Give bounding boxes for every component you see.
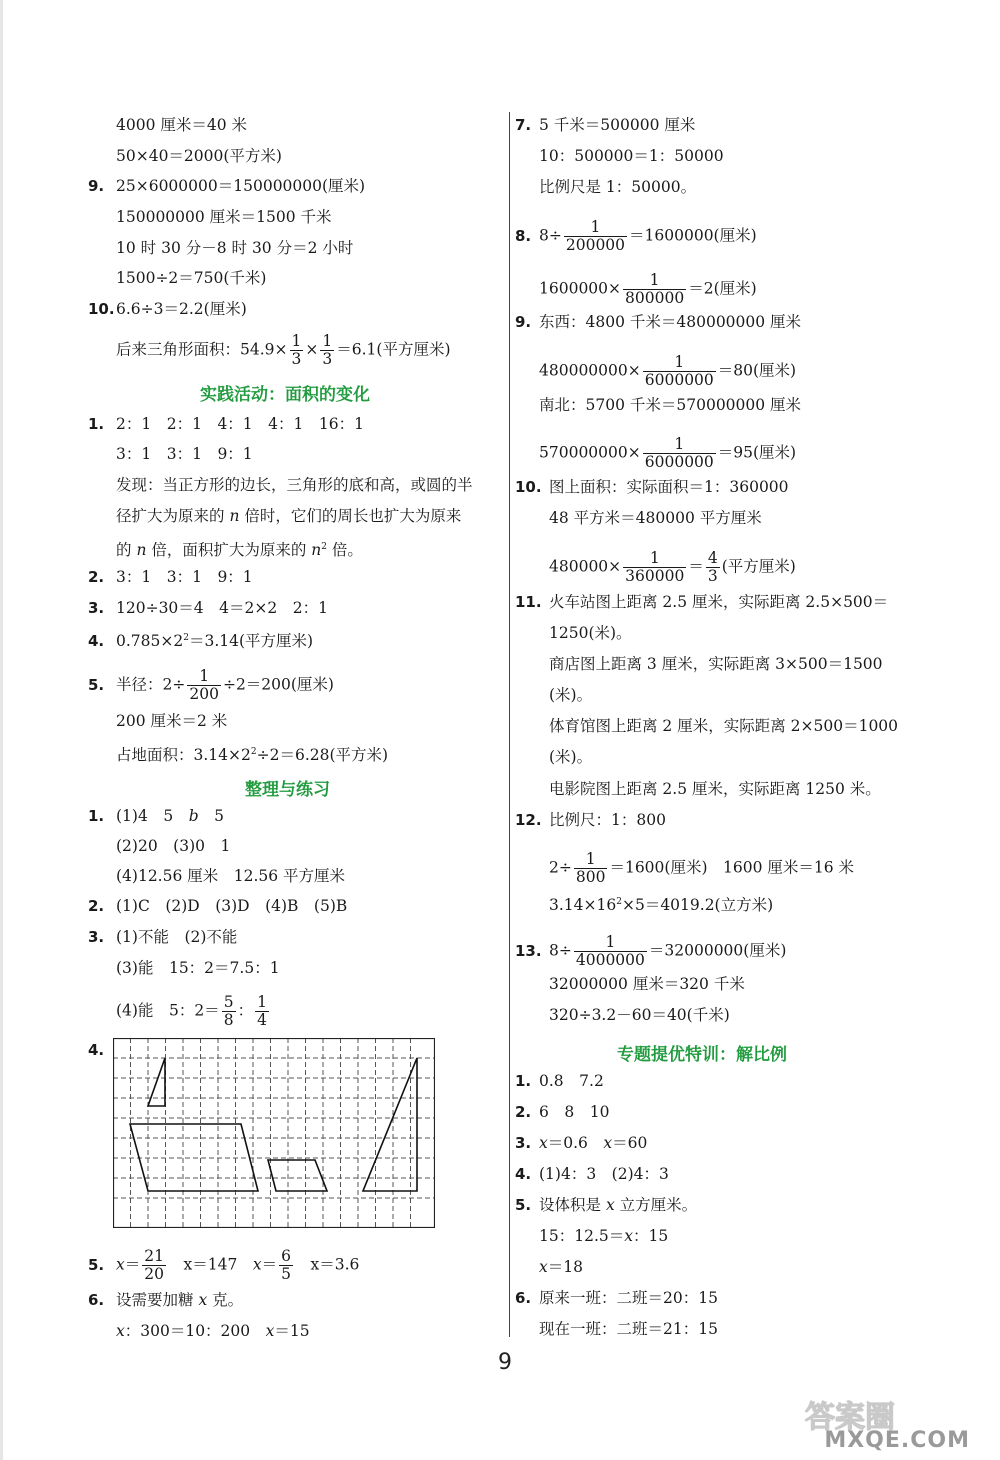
- item-number: 7.: [515, 116, 532, 134]
- answer-line: 南北：5700 千米＝570000000 厘米: [539, 396, 802, 414]
- answer-4: 4. $0.785\times 2^2=3.14$(平方厘米): [88, 632, 314, 651]
- answer-line: 480000000× $\frac{1}{6000000}$ ＝80(厘米): [539, 353, 797, 389]
- item-number: 6.: [515, 1289, 532, 1307]
- answer-line: 320÷3.2－60＝40(千米): [549, 1006, 730, 1024]
- section-heading: 整理与练习: [245, 780, 330, 800]
- item-number: 3.: [88, 599, 105, 617]
- answer-line: 480000× $\frac{1}{360000}$ ＝ $\frac{4}{3}$ (平方厘米): [549, 549, 796, 585]
- fraction: $\frac{1}{360000}$: [625, 549, 685, 585]
- item-number: 13.: [515, 941, 542, 960]
- item-number: 8.: [515, 226, 532, 245]
- answer-line: $3.14\times 16^2\times 5=4019.2$(立方米): [549, 896, 774, 915]
- answer-11: 11. 火车站图上距离 2.5 厘米，实际距离 2.5×500＝: [515, 593, 889, 611]
- answer-1: [88, 414, 364, 434]
- item-number: 1.: [88, 807, 105, 825]
- answer-line: 商店图上距离 3 厘米，实际距离 3×500＝1500: [549, 655, 883, 673]
- fraction: $\frac{1}{200000}$: [565, 218, 626, 254]
- answer-line: 570000000× $\frac{1}{6000000}$ ＝95(厘米): [539, 435, 797, 471]
- text-line: 50×40＝2000(平方米): [116, 147, 282, 165]
- item-number: 2.: [88, 568, 105, 586]
- answer-line: 电影院图上距离 2.5 厘米，实际距离 1250 米。: [549, 780, 881, 798]
- answer-6: 6. 原来一班：二班＝20：15: [515, 1289, 718, 1307]
- answer-2: 2. 3：1 3：1 9：1: [88, 568, 253, 586]
- page-number: 9: [498, 1350, 512, 1375]
- answer-4: [88, 1040, 116, 1060]
- answer-10: 10. 图上面积：实际面积＝1：360000: [515, 478, 789, 496]
- answer-line: 的 n 倍，面积扩大为原来的 $n^2$ 倍。: [116, 541, 363, 560]
- item-number: 1.: [515, 1072, 532, 1090]
- item-number: 11.: [515, 593, 542, 611]
- answer-5: 5. 半径：2÷ $\frac{1}{200}$ ÷2＝200(厘米): [88, 667, 334, 703]
- trapezoid-shape: [268, 1160, 327, 1191]
- watermark-glyphs: 答案圈: [805, 1400, 895, 1435]
- answer-line: x＝18: [539, 1258, 583, 1276]
- fraction: $\frac{6}{5}$: [281, 1247, 291, 1283]
- fraction: $\frac{1}{4}$: [257, 993, 267, 1029]
- answer-8: 8. 8÷ $\frac{1}{200000}$ ＝1600000(厘米): [515, 218, 757, 254]
- answer-3: 3. x＝0.6 x＝60: [515, 1134, 648, 1152]
- item-number: 3.: [515, 1134, 532, 1152]
- fraction: $\frac{1}{800}$: [575, 850, 606, 886]
- text: 后来三角形面积：54.9×: [116, 340, 288, 359]
- fraction: $\frac{21}{20}$: [144, 1247, 164, 1283]
- answer-6: 6. 设需要加糖 x 克。: [88, 1291, 244, 1309]
- answer-line: 6.6÷3＝2.2(厘米): [116, 300, 247, 318]
- section-heading: 专题提优特训：解比例: [617, 1045, 787, 1065]
- answer-line: (米)。: [549, 748, 593, 766]
- item-number: 5.: [88, 675, 105, 694]
- item-number: 6.: [88, 1291, 105, 1309]
- item-number: 9.: [88, 177, 105, 195]
- answer-line: (4)12.56 厘米 12.56 平方厘米: [116, 867, 346, 885]
- item-number: 5.: [88, 1255, 105, 1274]
- answer-line: 径扩大为原来的 n 倍时，它们的周长也扩大为原来: [116, 507, 462, 525]
- answer-line: x：300＝10：200 x＝15: [116, 1322, 310, 1340]
- item-number: 2.: [515, 1103, 532, 1121]
- answer-line: (4)能 5：2＝ $\frac{5}{8}$ ： $\frac{1}{4}$: [116, 993, 267, 1029]
- answer-line: 150000000 厘米＝1500 千米: [116, 208, 332, 226]
- answer-line: (2)20 (3)0 1: [116, 837, 231, 855]
- grid-figure: [113, 1038, 435, 1228]
- answer-line: 发现：当正方形的边长，三角形的底和高，或圆的半: [116, 476, 473, 494]
- answer-4: 4. (1)4：3 (2)4：3: [515, 1165, 669, 1183]
- column-divider: [509, 112, 510, 1337]
- answer-1: 1. (1)4 5 b 5: [88, 807, 224, 825]
- item-number: 1.: [88, 415, 105, 433]
- answer-line: 200 厘米＝2 米: [116, 712, 228, 730]
- answer-line: 体育馆图上距离 2 厘米，实际距离 2×500＝1000: [549, 717, 899, 735]
- answer-2: 2. 6 8 10: [515, 1103, 610, 1121]
- answer-line: 2÷ $\frac{1}{800}$ ＝1600(厘米) 1600 厘米＝16 米: [549, 850, 855, 886]
- fraction: $\frac{1}{4000000}$: [575, 933, 645, 969]
- fraction: $\frac{1}{800000}$: [625, 271, 685, 307]
- fraction: $\frac{1}{6000000}$: [644, 435, 714, 471]
- fraction: $\frac{5}{8}$: [223, 993, 234, 1029]
- item-number: 4.: [88, 632, 105, 651]
- answer-9: 9. 东西：4800 千米＝480000000 厘米: [515, 313, 802, 331]
- answer-7: 7. 5 千米＝500000 厘米: [515, 116, 696, 134]
- answer-5: 5. x＝ $\frac{21}{20}$ x＝147 x＝ $\frac{6}{5}$ x＝3.6: [88, 1247, 360, 1283]
- answer-line: 2：1 2：1 4：1 4：1 16：1: [116, 415, 364, 433]
- answer-line: 占地面积：$3.14\times 2^2\div 2=6.28$(平方米): [116, 746, 389, 765]
- answer-13: 13. 8÷ $\frac{1}{4000000}$ ＝32000000(厘米): [515, 933, 787, 969]
- item-number: 9.: [515, 313, 532, 331]
- answer-line: 48 平方米＝480000 平方厘米: [549, 509, 762, 527]
- answer-line: 1250(米)。: [549, 624, 632, 642]
- item-number: 5.: [515, 1196, 532, 1214]
- item-number: 4.: [515, 1165, 532, 1183]
- answer-line: 10：500000＝1：50000: [539, 147, 724, 165]
- item-number: 12.: [515, 811, 542, 829]
- fraction: $\frac{4}{3}$: [707, 549, 718, 585]
- answer-line: 10 时 30 分－8 时 30 分＝2 小时: [116, 239, 354, 257]
- answer-3: 3. 120÷30＝4 4＝2×2 2：1: [88, 599, 328, 617]
- answer-line: 3：1 3：1 9：1: [116, 445, 253, 463]
- fraction: $\frac{1}{3}$: [291, 332, 302, 368]
- item-number: 2.: [88, 897, 105, 915]
- answer-line: 25×6000000＝150000000(厘米): [116, 177, 366, 195]
- answer-2: 2. (1)C (2)D (3)D (4)B (5)B: [88, 897, 348, 915]
- answer-10: [88, 299, 247, 319]
- fraction: $\frac{1}{200}$: [189, 667, 219, 703]
- answer-1: 1. 0.8 7.2: [515, 1072, 604, 1090]
- item-number: 4.: [88, 1041, 105, 1059]
- watermark-site: MXQE.COM: [824, 1428, 970, 1453]
- answer-line: 后来三角形面积：54.9× $\frac{1}{3}$ × $\frac{1}{3}$ ＝6.1(平方厘米): [116, 332, 451, 368]
- text: ＝6.1(平方厘米): [336, 340, 451, 359]
- fraction: $\frac{1}{3}$: [322, 332, 333, 368]
- answer-line: 15：12.5＝x：15: [539, 1227, 669, 1245]
- text-line: 4000 厘米＝40 米: [116, 116, 248, 134]
- item-number: 10.: [515, 478, 542, 496]
- answer-12: 12. 比例尺：1：800: [515, 811, 666, 829]
- answer-line: 1500÷2＝750(千米): [116, 269, 267, 287]
- variable-n: n: [229, 507, 240, 525]
- section-heading: 实践活动：面积的变化: [200, 385, 370, 405]
- answer-line: 比例尺是 1：50000。: [539, 178, 697, 196]
- fraction: $\frac{1}{6000000}$: [644, 353, 714, 389]
- answer-line: (米)。: [549, 686, 593, 704]
- answer-line: 现在一班：二班＝21：15: [539, 1320, 718, 1338]
- page-edge: [0, 0, 3, 1460]
- answer-line: 32000000 厘米＝320 千米: [549, 975, 745, 993]
- answer-line: (3)能 15：2＝7.5：1: [116, 959, 280, 977]
- answer-3: 3. (1)不能 (2)不能: [88, 928, 238, 946]
- answer-5: 5. 设体积是 x 立方厘米。: [515, 1196, 698, 1214]
- triangle-shape: [148, 1058, 165, 1106]
- item-number: 3.: [88, 928, 105, 946]
- answer-line: 1600000× $\frac{1}{800000}$ ＝2(厘米): [539, 271, 757, 307]
- item-number: 10.: [88, 300, 115, 318]
- answer-9: [88, 176, 365, 196]
